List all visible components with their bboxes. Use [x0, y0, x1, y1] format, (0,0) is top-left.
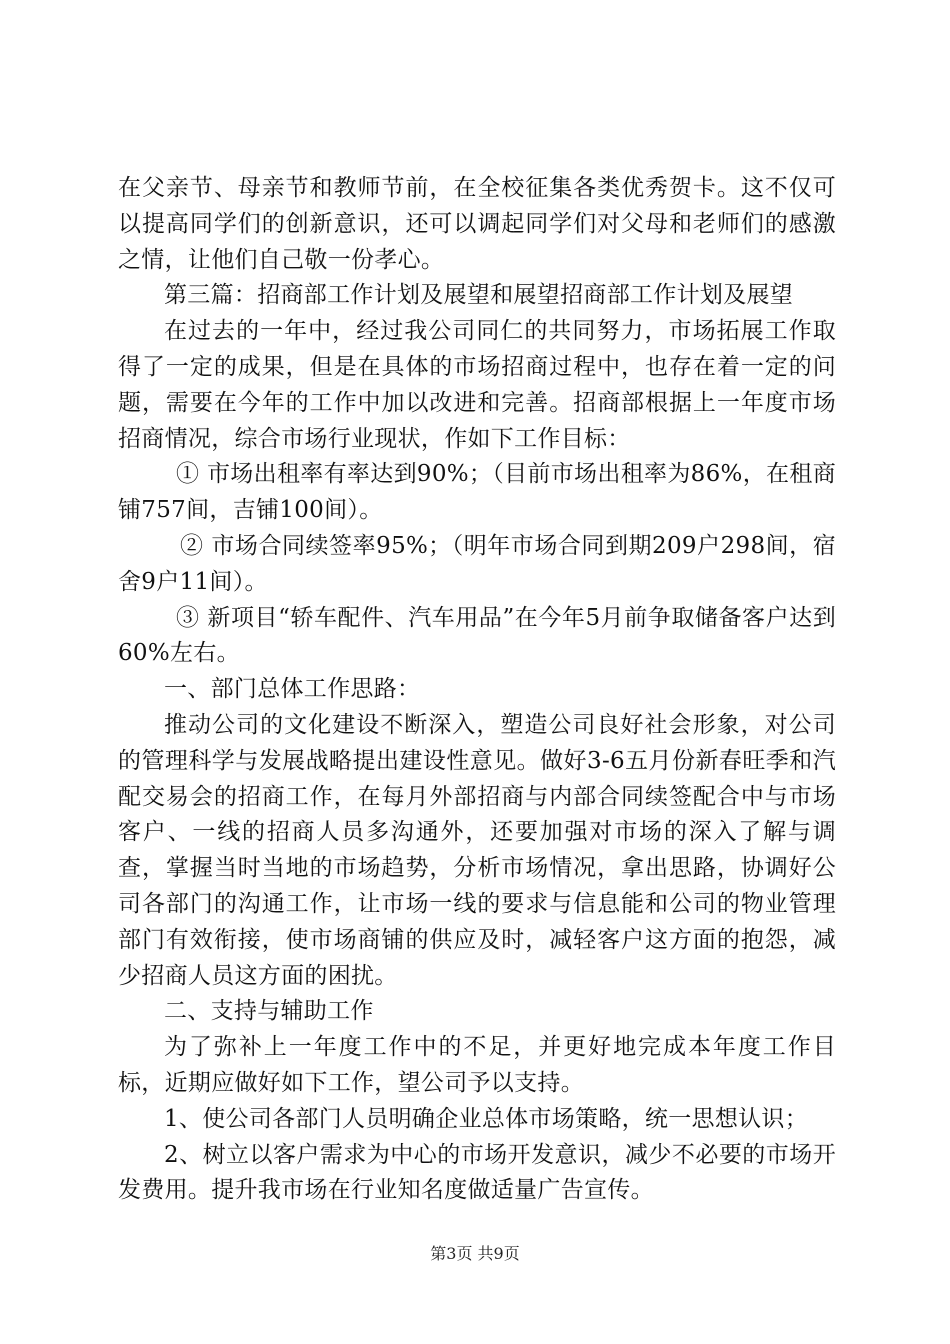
goal-item-2: ② 市场合同续签率95%；（明年市场合同到期209户298间，宿舍9户11间）。: [118, 532, 836, 595]
paragraph-intro: 在过去的一年中，经过我公司同仁的共同努力，市场拓展工作取得了一定的成果，但是在具体的市场招商过程中，也存在着一定的问题，需要在今年的工作中加以改进和完善。招商部根据上一年度市场招商情况，综合市场行业现状，作如下工作目标：: [118, 318, 836, 452]
paragraph-greeting-cards: 在父亲节、母亲节和教师节前，在全校征集各类优秀贺卡。这不仅可以提高同学们的创新意识，还可以调起同学们对父母和老师们的感激之情，让他们自己敬一份孝心。: [118, 175, 836, 273]
section-title: 第三篇：招商部工作计划及展望和展望招商部工作计划及展望: [164, 282, 794, 309]
heading-support-work: 二、支持与辅助工作: [164, 998, 374, 1025]
paragraph-overall-approach: 推动公司的文化建设不断深入，塑造公司良好社会形象，对公司的管理科学与发展战略提出建设性意见。做好3-6五月份新春旺季和汽配交易会的招商工作，在每月外部招商与内部合同续签配合中与市场客户、一线的招商人员多沟通外，还要加强对市场的深入了解与调查，掌握当时当地的市场趋势，分析市场情况，拿出思路，协调好公司各部门的沟通工作，让市场一线的要求与信息能和公司的物业管理部门有效衔接，使市场商铺的供应及时，减轻客户这方面的抱怨，减少招商人员这方面的困扰。: [118, 711, 836, 989]
document-body: [118, 171, 836, 1209]
support-item-1: 1、使公司各部门人员明确企业总体市场策略，统一思想认识；: [164, 1105, 809, 1132]
support-item-2: 2、树立以客户需求为中心的市场开发意识，减少不必要的市场开发费用。提升我市场在行业知名度做适量广告宣传。: [118, 1141, 836, 1204]
paragraph-support-work: 为了弥补上一年度工作中的不足，并更好地完成本年度工作目标，近期应做好如下工作，望公司予以支持。: [118, 1034, 836, 1096]
heading-overall-approach: 一、部门总体工作思路：: [164, 676, 421, 703]
goal-item-1: ① 市场出租率有率达到90%；（目前市场出租率为86%，在租商铺757间，吉铺100间）。: [118, 461, 836, 524]
goal-item-3: ③ 新项目“轿车配件、汽车用品”在今年5月前争取储备客户达到60%左右。: [118, 604, 836, 667]
page-number: 第3页 共9页: [430, 1244, 520, 1263]
